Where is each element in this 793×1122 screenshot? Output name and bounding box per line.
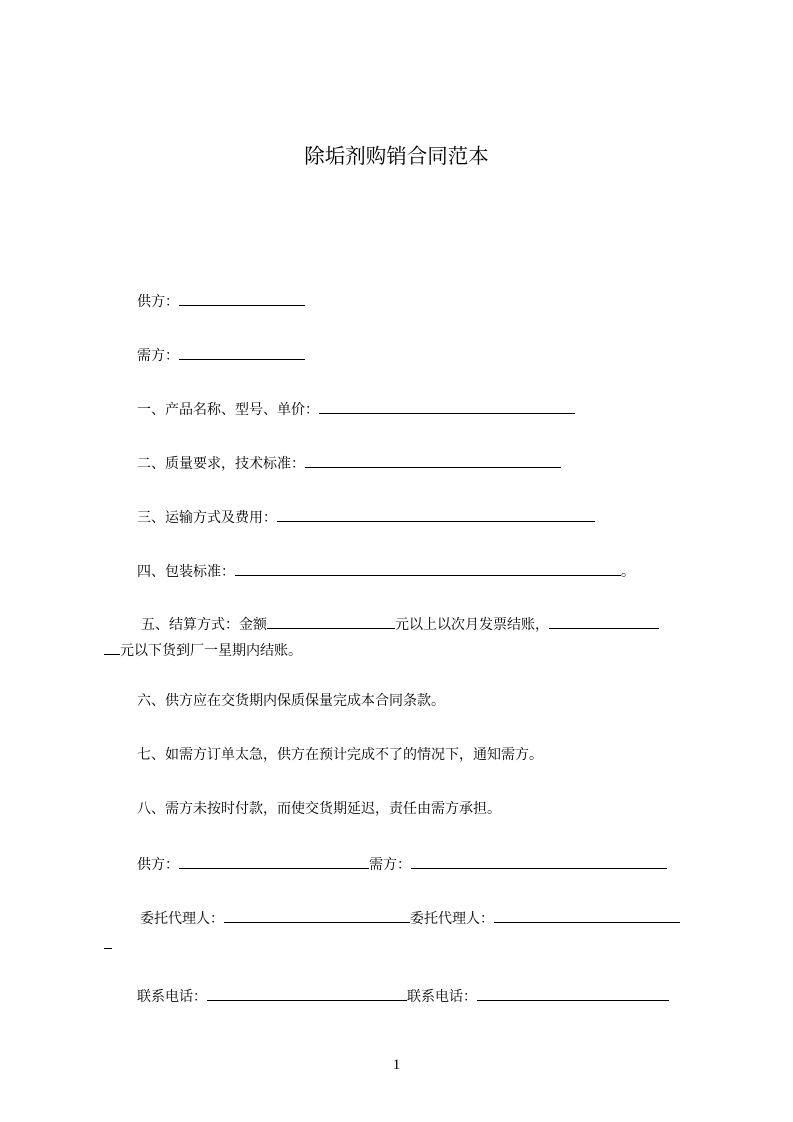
agent-line xyxy=(140,907,680,929)
document-title: 除垢剂购销合同范本 xyxy=(304,144,489,168)
buyer-line xyxy=(137,344,305,366)
buyer-label: 需方： xyxy=(137,348,179,364)
buyer-blank[interactable] xyxy=(179,344,305,360)
product-blank[interactable] xyxy=(319,398,575,414)
signature-supplier-blank[interactable] xyxy=(179,853,369,869)
agent-buyer-label: 委托代理人： xyxy=(410,911,494,927)
agent-buyer-blank[interactable] xyxy=(494,907,680,923)
clause-product-line xyxy=(137,398,575,420)
settlement-amount-blank-2[interactable] xyxy=(549,613,659,629)
clause-settlement-line-2 xyxy=(104,639,302,661)
clause-urgent-order: 七、如需方订单太急，供方在预计完成不了的情况下，通知需方。 xyxy=(137,747,543,763)
settlement-amount-blank[interactable] xyxy=(267,613,395,629)
clause-settlement-mid: 元以上以次月发票结账， xyxy=(395,617,549,633)
clause-settlement-line-1 xyxy=(141,613,659,635)
clause-late-payment: 八、需方未按时付款，而使交货期延迟，责任由需方承担。 xyxy=(137,801,501,817)
signature-buyer-label: 需方： xyxy=(369,857,411,873)
clause-quality-guarantee: 六、供方应在交货期内保质保量完成本合同条款。 xyxy=(137,693,445,709)
phone-buyer-blank[interactable] xyxy=(477,985,669,1001)
clause-packaging-line xyxy=(137,560,635,582)
phone-line xyxy=(137,985,669,1007)
agent-line-cont xyxy=(104,933,112,955)
agent-supplier-blank[interactable] xyxy=(224,907,410,923)
supplier-line xyxy=(137,290,305,312)
clause-settlement-label: 五、结算方式：金额 xyxy=(141,617,267,633)
phone-supplier-blank[interactable] xyxy=(207,985,407,1001)
signature-buyer-blank[interactable] xyxy=(411,853,667,869)
packaging-period: 。 xyxy=(621,564,635,580)
clause-transport-label: 三、运输方式及费用： xyxy=(137,510,277,526)
clause-quality-label: 二、质量要求，技术标准： xyxy=(137,456,305,472)
packaging-blank[interactable] xyxy=(235,560,621,576)
phone-supplier-label: 联系电话： xyxy=(137,989,207,1005)
clause-product-label: 一、产品名称、型号、单价： xyxy=(137,402,319,418)
settlement-amount-blank-2-cont[interactable] xyxy=(104,639,120,655)
transport-blank[interactable] xyxy=(277,506,595,522)
supplier-label: 供方： xyxy=(137,294,179,310)
phone-buyer-label: 联系电话： xyxy=(407,989,477,1005)
quality-blank[interactable] xyxy=(305,452,561,468)
agent-supplier-label: 委托代理人： xyxy=(140,911,224,927)
clause-settlement-end: 元以下货到厂一星期内结账。 xyxy=(120,643,302,659)
page-number: 1 xyxy=(392,1057,401,1073)
agent-buyer-blank-cont[interactable] xyxy=(104,933,112,949)
signature-party-line xyxy=(137,853,667,875)
clause-quality-line xyxy=(137,452,561,474)
supplier-blank[interactable] xyxy=(179,290,305,306)
clause-packaging-label: 四、包装标准： xyxy=(137,564,235,580)
signature-supplier-label: 供方： xyxy=(137,857,179,873)
clause-transport-line xyxy=(137,506,595,528)
